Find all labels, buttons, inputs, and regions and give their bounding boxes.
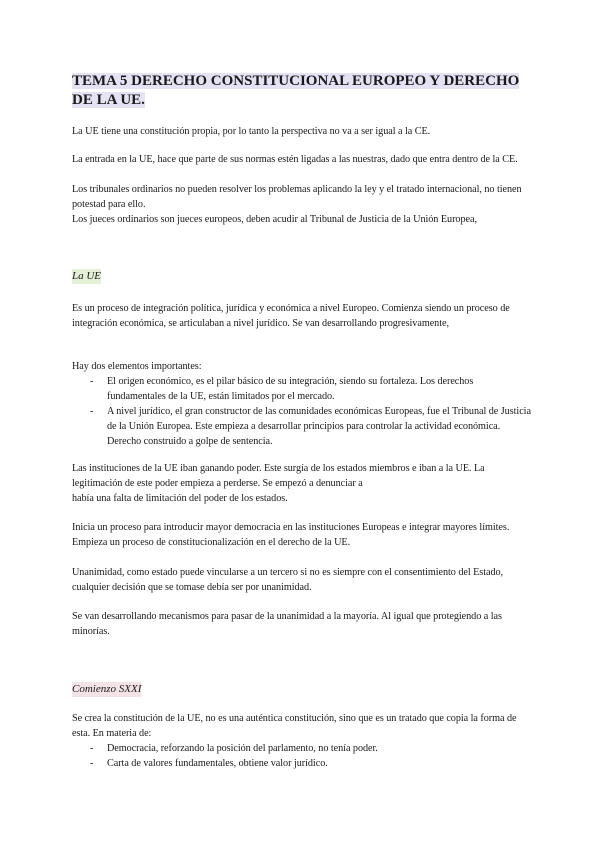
list-item: - Democracia, reforzando la posición del parlamento, no tenía poder.: [72, 741, 532, 756]
intro-paragraph-1: La UE tiene una constitución propia, por lo tanto la perspectiva no va a ser igual a la CE.: [72, 126, 431, 137]
intro-paragraph-2: La entrada en la UE, hace que parte de sus normas estén ligadas a las nuestras, dado que entra dentro de la CE.: [72, 154, 518, 165]
ue-bullet-list: [72, 374, 532, 449]
list-item: - A nivel jurídico, el gran constructor de las comunidades económicas Europeas, fue el Tribunal de Justicia de la Unión Europea. Este empieza a desarrollar principios para controlar la actividad económica. Derecho construido a golpe de sentencia.: [72, 404, 532, 449]
document-title: [72, 72, 528, 110]
intro-paragraph-4: Los jueces ordinarios son jueces europeos, deben acudir al Tribunal de Justicia de la Unión Europea,: [72, 214, 477, 225]
list-item: - Carta de valores fundamentales, obtiene valor jurídico.: [72, 756, 532, 771]
sxxi-paragraph-1: Se crea la constitución de la UE, no es una auténtica constitución, sino que es un tratado que copia la forma de esta. En materia de:: [72, 713, 517, 739]
document-title-text: TEMA 5 DERECHO CONSTITUCIONAL EUROPEO Y DERECHO DE LA UE.: [72, 73, 520, 108]
ue-paragraph-4: Inicia un proceso para introducir mayor democracia en las instituciones Europeas e integrar mayores límites. Empieza un proceso de constitucionalización en el derecho de la UE.: [72, 522, 510, 548]
section-heading-sxxi: Comienzo SXXI: [72, 683, 142, 695]
intro-paragraph-3: Los tribunales ordinarios no pueden resolver los problemas aplicando la ley y el tratado internacional, no tienen potestad para ello.: [72, 184, 522, 210]
ue-paragraph-1: Es un proceso de integración política, jurídica y económica a nivel Europeo. Comienza siendo un proceso de integración económica, se articulaban a nivel jurídico. Se van desarrollando progresivamente,: [72, 303, 510, 329]
ue-paragraph-3a: Las instituciones de la UE iban ganando poder. Este surgía de los estados miembros e iban a la UE. La legitimación de este poder empieza a perderse. Se empezó a denunciar a: [72, 463, 485, 489]
sxxi-bullet-list: [72, 741, 532, 771]
ue-paragraph-5: Unanimidad, como estado puede vincularse a un tercero si no es siempre con el consentimiento del Estado, cualquier decisión que se tomase debía ser por unanimidad.: [72, 567, 504, 593]
ue-paragraph-3b: había una falta de limitación del poder de los estados.: [72, 493, 288, 504]
ue-paragraph-6: Se van desarrollando mecanismos para pasar de la unanimidad a la mayoría. Al igual que protegiendo a las minorías.: [72, 611, 502, 637]
ue-paragraph-2: Hay dos elementos importantes:: [72, 361, 202, 372]
list-item: - El origen económico, es el pilar básico de su integración, siendo su fortaleza. Los derechos fundamentales de la UE, están limitados por el mercado.: [72, 374, 532, 404]
section-heading-ue: La UE: [72, 270, 102, 282]
